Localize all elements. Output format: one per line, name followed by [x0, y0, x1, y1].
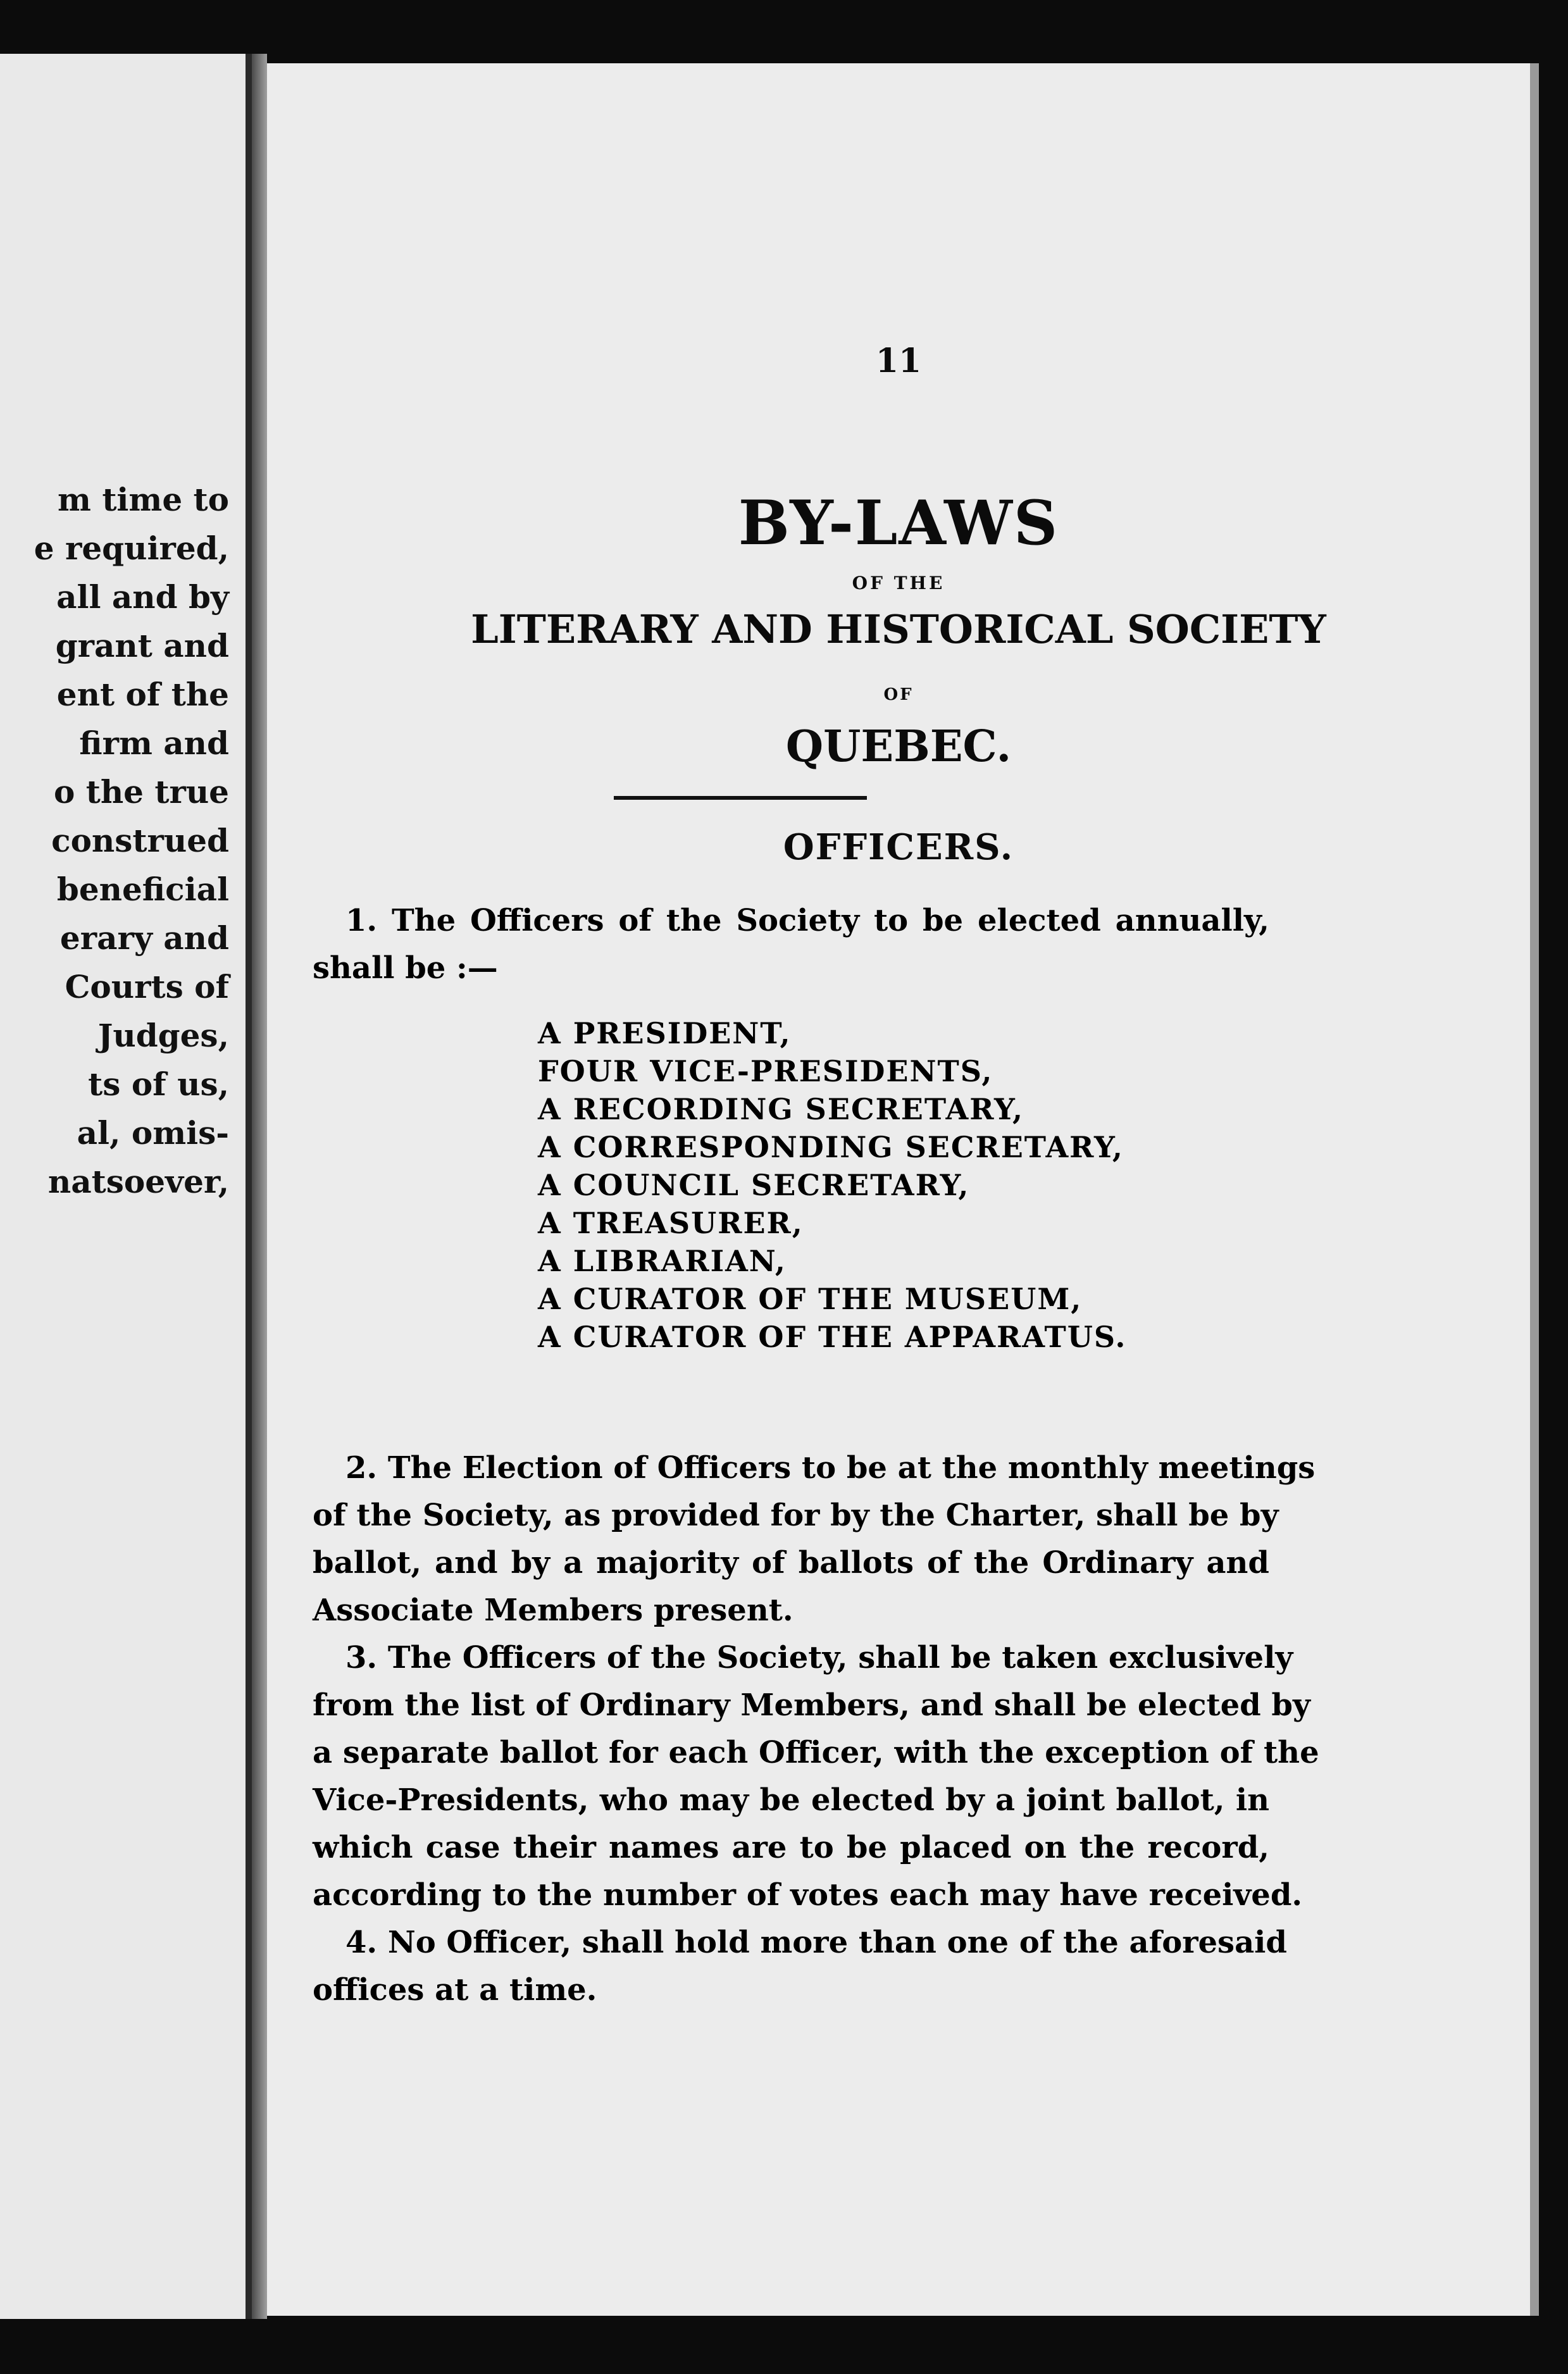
book-gutter: [252, 54, 267, 2319]
left-page-fragment: [0, 54, 252, 2319]
paragraph-line: 3. The Officers of the Society, shall be taken exclusively: [345, 1640, 1293, 1675]
title-rule: [614, 796, 867, 800]
city-name: QUEBEC.: [785, 721, 1012, 772]
paragraph-line: Vice-Presidents, who may be elected by a joint ballot, in: [313, 1782, 1269, 1818]
section-heading: OFFICERS.: [783, 826, 1014, 868]
left-line: Courts of: [65, 968, 229, 1005]
article-4: [313, 1919, 1287, 2014]
right-page: [267, 63, 1530, 2316]
paragraph-line: according to the number of votes each may have received.: [313, 1877, 1303, 1913]
paragraph-line: which case their names are to be placed on the record,: [313, 1830, 1269, 1865]
officer-item: FOUR VICE-PRESIDENTS,: [538, 1054, 993, 1088]
left-line: all and by: [56, 578, 229, 616]
society-name: LITERARY AND HISTORICAL SOCIETY: [471, 606, 1326, 652]
paragraph-line: Associate Members present.: [313, 1593, 793, 1628]
officer-item: A CURATOR OF THE MUSEUM,: [538, 1282, 1083, 1316]
left-line: natsoever,: [47, 1163, 229, 1200]
paragraph-line: offices at a time.: [313, 1972, 597, 2008]
left-line: firm and: [79, 724, 229, 762]
left-line: m time to: [58, 481, 229, 518]
officer-item: A CURATOR OF THE APPARATUS.: [538, 1320, 1127, 1354]
paragraph-line: 2. The Election of Officers to be at the monthly meetings: [345, 1450, 1316, 1486]
left-line: grant and: [55, 627, 229, 664]
left-line: Judges,: [97, 1017, 229, 1054]
left-line: ent of the: [56, 676, 229, 713]
officer-item: A CORRESPONDING SECRETARY,: [538, 1130, 1124, 1164]
title-connector: OF THE: [852, 573, 945, 594]
officer-item: A COUNCIL SECRETARY,: [538, 1168, 970, 1202]
page-number: 11: [875, 342, 922, 380]
article-1: [313, 897, 1269, 992]
left-line: construed: [51, 822, 229, 859]
paragraph-line: from the list of Ordinary Members, and shall be elected by: [313, 1687, 1310, 1723]
left-line: o the true: [53, 773, 229, 811]
title-connector-of: OF: [883, 685, 914, 704]
left-line: erary and: [59, 919, 229, 957]
officer-item: A RECORDING SECRETARY,: [538, 1092, 1024, 1126]
officers-list: [538, 1014, 1126, 1356]
paragraph-line: shall be :—: [313, 950, 498, 986]
officer-item: A PRESIDENT,: [538, 1016, 792, 1050]
paragraph-line: 4. No Officer, shall hold more than one of the aforesaid: [345, 1925, 1287, 1960]
officer-item: A LIBRARIAN,: [538, 1244, 787, 1278]
officer-item: A TREASURER,: [538, 1206, 804, 1240]
left-line: ts of us,: [88, 1066, 229, 1103]
page-title: BY-LAWS: [738, 487, 1059, 559]
left-page-text: [34, 475, 229, 1206]
page-edge: [1530, 63, 1539, 2316]
paragraph-line: 1. The Officers of the Society to be elected annually,: [345, 903, 1269, 938]
left-line: e required,: [34, 530, 229, 567]
article-2: [313, 1445, 1316, 1634]
left-line: al, omis-: [77, 1114, 229, 1152]
paragraph-line: of the Society, as provided for by the Charter, shall be by: [313, 1498, 1279, 1533]
article-3: [313, 1634, 1319, 1919]
paragraph-line: ballot, and by a majority of ballots of the Ordinary and: [313, 1545, 1269, 1581]
left-line: beneficial: [56, 871, 229, 908]
paragraph-line: a separate ballot for each Officer, with the exception of the: [313, 1735, 1319, 1770]
